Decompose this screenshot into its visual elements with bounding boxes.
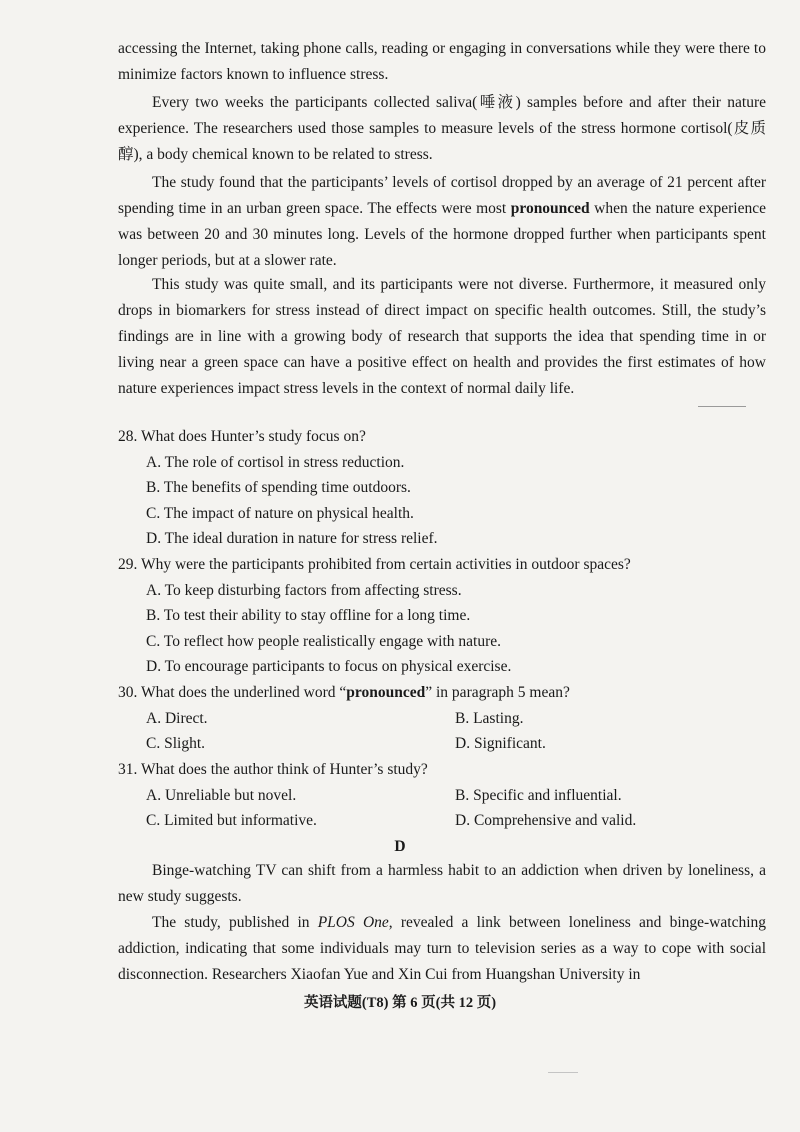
- paragraph-6: This study was quite small, and its participants were not diverse. Furthermore, it measured only drops in biomarkers for stress instead of direct impact on specific health outcomes. Still, the study’s findings are in line with a growing body of research that supports the idea that spending time in or living near a green space can have a positive effect on health and provides the first estimates of how nature experiences impact stress levels in the context of normal daily life.: [118, 276, 766, 397]
- question-30-keyword: pronounced: [346, 684, 426, 701]
- page-footer: 英语试题(T8) 第 6 页(共 12 页): [303, 995, 497, 1011]
- question-28-option-b: B. The benefits of spending time outdoors.: [146, 479, 411, 496]
- question-31-option-c: C. Limited but informative.: [146, 812, 317, 829]
- question-31-stem: 31. What does the author think of Hunter’s study?: [118, 761, 428, 778]
- question-30-option-b: B. Lasting.: [455, 710, 524, 727]
- paragraph-4: Every two weeks the participants collected saliva(唾液) samples before and after their nature experience. The researchers used those samples to measure levels of the stress hormone cortisol(皮质醇), a body chemical known to be related to stress.: [118, 94, 766, 163]
- paragraph-3-end: accessing the Internet, taking phone calls, reading or engaging in conversations while they were there to minimize factors known to influence stress.: [118, 40, 766, 83]
- question-30-stem: [118, 680, 570, 706]
- question-28-option-a: A. The role of cortisol in stress reduction.: [146, 454, 405, 471]
- question-29-option-c: C. To reflect how people realistically engage with nature.: [146, 633, 502, 650]
- question-28-option-c: C. The impact of nature on physical health.: [146, 505, 414, 522]
- pencil-mark: [698, 406, 746, 407]
- question-30-option-d: D. Significant.: [455, 735, 546, 752]
- question-31-option-b: B. Specific and influential.: [455, 787, 622, 804]
- question-29-stem: 29. Why were the participants prohibited from certain activities in outdoor spaces?: [118, 556, 631, 573]
- question-28-option-d: D. The ideal duration in nature for stress relief.: [146, 530, 438, 547]
- paragraph-5-text-start: The study found that the participants’ levels of cortisol dropped by an average of 21 percent after spending time in an urban green space. The effects were most: [118, 174, 766, 217]
- question-29-option-d: D. To encourage participants to focus on physical exercise.: [146, 658, 512, 675]
- question-30-stem-start: 30. What does the underlined word “: [118, 684, 347, 701]
- paragraph-5: [118, 170, 766, 274]
- question-29-option-b: B. To test their ability to stay offline for a long time.: [146, 607, 471, 624]
- section-d-paragraph-2: [118, 910, 766, 988]
- journal-name: PLOS One: [317, 914, 389, 931]
- paragraph-5-text-end: when the nature experience was between 20 and 30 minutes long. Levels of the hormone dropped further when participants spent longer periods, but at a slower rate.: [118, 200, 767, 269]
- section-d-paragraph-2-start: The study, published in: [152, 914, 318, 931]
- section-d-paragraph-2-end: , revealed a link between loneliness and binge-watching addiction, indicating that some individuals may turn to television series as a way to cope with social disconnection. Researchers Xiaofan Yue and Xin Cui from Huangshan University in: [118, 914, 766, 983]
- section-d-paragraph-1: Binge-watching TV can shift from a harmless habit to an addiction when driven by loneliness, a new study suggests.: [118, 862, 766, 905]
- question-29-option-a: A. To keep disturbing factors from affecting stress.: [146, 582, 462, 599]
- question-30-stem-end: ” in paragraph 5 mean?: [425, 684, 570, 701]
- question-31-option-a: A. Unreliable but novel.: [146, 787, 297, 804]
- question-30-option-a: A. Direct.: [146, 710, 208, 727]
- keyword-pronounced: pronounced: [510, 200, 590, 217]
- question-30-option-c: C. Slight.: [146, 735, 206, 752]
- question-28-stem: 28. What does Hunter’s study focus on?: [118, 428, 366, 445]
- section-d-heading: D: [394, 838, 406, 855]
- scan-mark: [548, 1072, 578, 1073]
- question-31-option-d: D. Comprehensive and valid.: [455, 812, 637, 829]
